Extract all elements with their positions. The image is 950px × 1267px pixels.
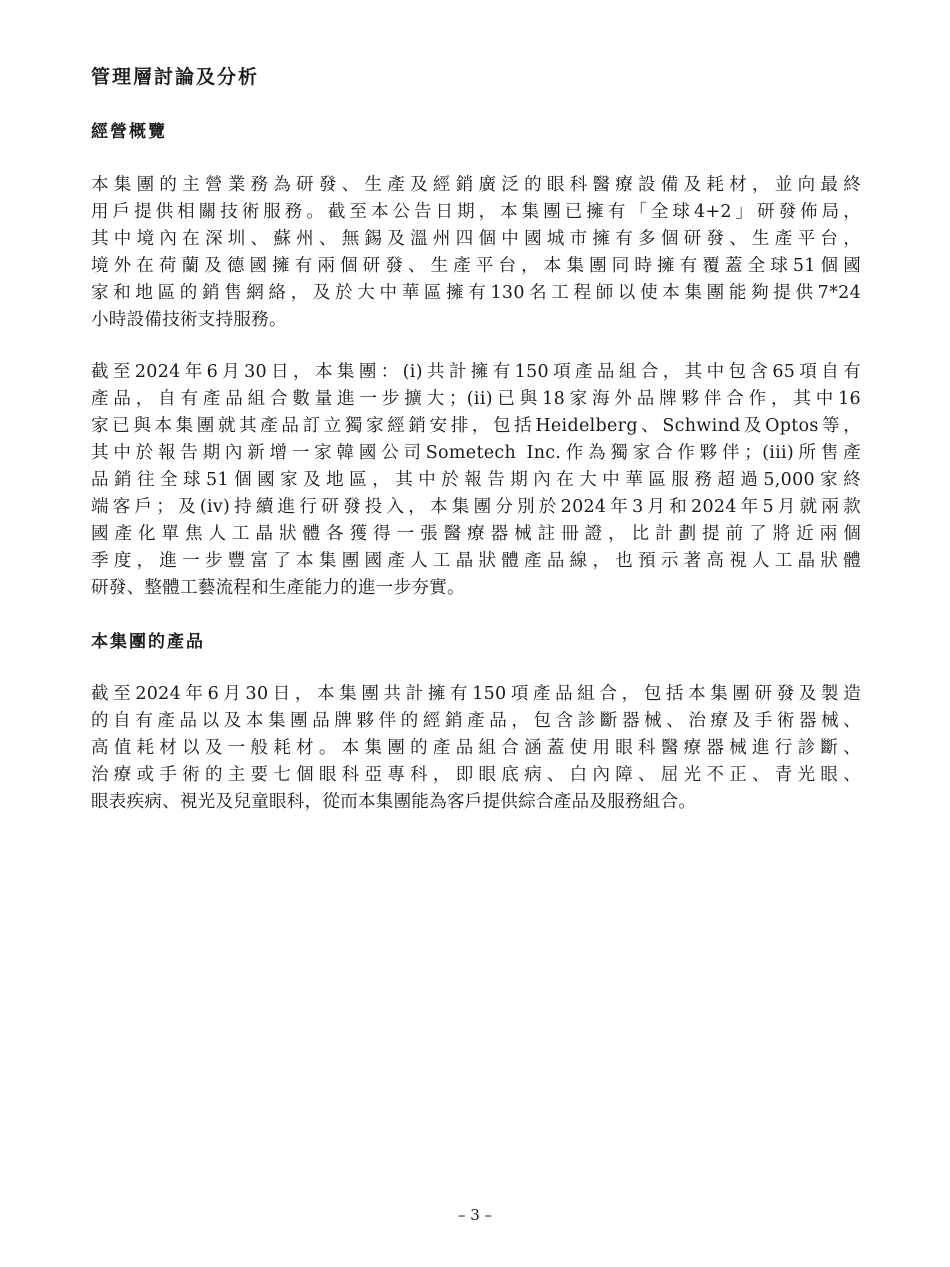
text-line: 端客戶；及(iv)持續進行研發投入，本集團分別於2024年3月和2024年5月就兩款 bbox=[91, 497, 861, 517]
page-title: 管理層討論及分析 bbox=[91, 66, 260, 88]
text-line: 其中於報告期內新增一家韓國公司Sometech Inc.作為獨家合作夥伴；(iii)所售產 bbox=[91, 443, 861, 463]
text-line: 國產化單焦人工晶狀體各獲得一張醫療器械註冊證，比計劃提前了將近兩個 bbox=[91, 524, 861, 544]
text-line: 眼表疾病、視光及兒童眼科，從而本集團能為客戶提供綜合產品及服務組合。 bbox=[91, 792, 697, 812]
text-line: 產品，自有產品組合數量進一步擴大；(ii)已與18家海外品牌夥伴合作，其中16 bbox=[91, 389, 861, 409]
text-line: 家已與本集團就其產品訂立獨家經銷安排，包括Heidelberg、Schwind及Optos等， bbox=[91, 416, 861, 436]
text-line: 研發、整體工藝流程和生產能力的進一步夯實。 bbox=[91, 578, 465, 598]
document-body bbox=[91, 62, 861, 816]
text-line: 的自有產品以及本集團品牌夥伴的經銷產品，包含診斷器械、治療及手術器械、 bbox=[91, 711, 861, 731]
text-line: 家和地區的銷售網絡，及於大中華區擁有130名工程師以使本集團能夠提供7*24 bbox=[91, 283, 861, 303]
text-line: 其中境內在深圳、蘇州、無錫及溫州四個中國城市擁有多個研發、生產平台， bbox=[91, 229, 861, 249]
section-heading-business-overview: 經營概覽 bbox=[91, 122, 167, 142]
text-line: 治療或手術的主要七個眼科亞專科，即眼底病、白內障、屈光不正、青光眼、 bbox=[91, 765, 861, 785]
text-line: 品銷往全球51個國家及地區，其中於報告期內在大中華區服務超過5,000家終 bbox=[91, 470, 861, 490]
text-line: 本集團的主營業務為研發、生產及經銷廣泛的眼科醫療設備及耗材，並向最終 bbox=[91, 175, 861, 195]
paragraph-products-1 bbox=[91, 681, 861, 816]
text-line: 截至2024年6月30日，本集團：(i)共計擁有150項產品組合，其中包含65項自有 bbox=[91, 362, 861, 382]
text-line: 境外在荷蘭及德國擁有兩個研發、生產平台，本集團同時擁有覆蓋全球51個國 bbox=[91, 256, 861, 276]
section-heading-products: 本集團的產品 bbox=[91, 632, 205, 652]
text-line: 高值耗材以及一般耗材。本集團的產品組合涵蓋使用眼科醫療器械進行診斷、 bbox=[91, 738, 861, 758]
text-line: 小時設備技術支持服務。 bbox=[91, 310, 287, 330]
text-line: 用戶提供相關技術服務。截至本公告日期，本集團已擁有「全球4+2」研發佈局， bbox=[91, 202, 861, 222]
text-line: 季度，進一步豐富了本集團國產人工晶狀體產品線，也預示著高視人工晶狀體 bbox=[91, 551, 861, 571]
page-number: – 3 – bbox=[457, 1206, 493, 1224]
paragraph-business-overview-1 bbox=[91, 172, 861, 334]
paragraph-business-overview-2 bbox=[91, 359, 861, 602]
text-line: 截至2024年6月30日，本集團共計擁有150項產品組合，包括本集團研發及製造 bbox=[91, 684, 861, 704]
